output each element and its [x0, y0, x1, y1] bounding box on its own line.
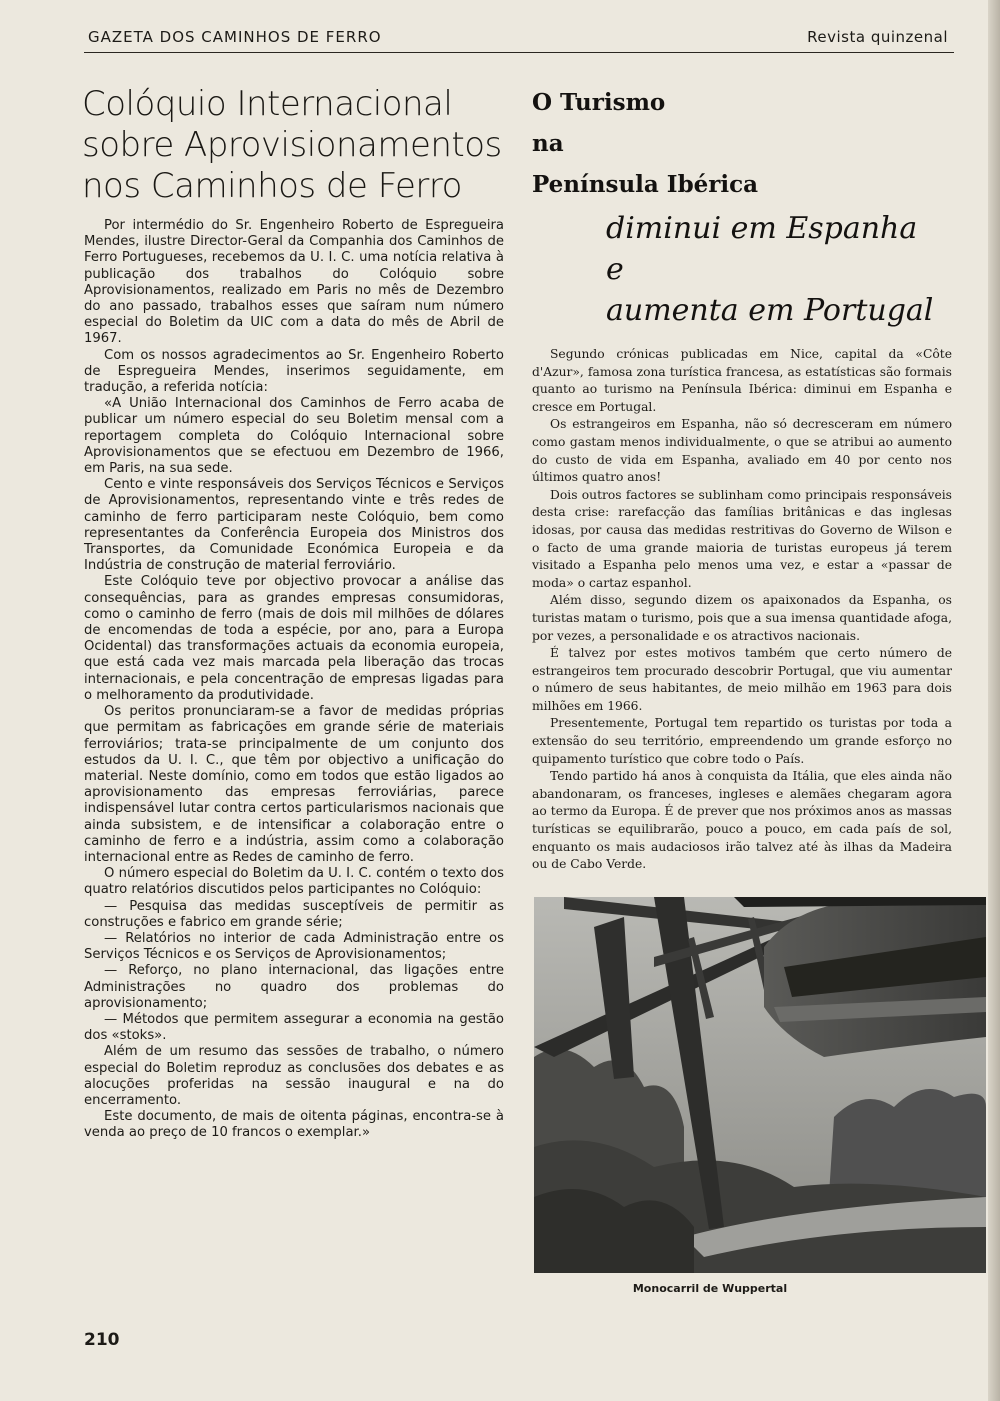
header-rule — [84, 52, 954, 53]
right-article-body — [532, 346, 952, 874]
paragraph: Segundo crónicas publicadas em Nice, capital da «Côte d'Azur», famosa zona turística francesa, as estatísticas são formais quanto ao turismo na Península Ibérica: diminui em Espanha e cresce em Portugal. — [532, 347, 952, 414]
subtitle-line: diminui em Espanha — [606, 211, 918, 246]
paragraph: Tendo partido há anos à conquista da Itália, que eles ainda não abandonaram, os franceses, ingleses e alemães chegaram agora ao termo da Europa. É de prever que nos próximos anos as massas turísticas se equilibrarão, pouco a pouco, em cada país de sol, enquanto os mais audaciosos irão talvez até às ilhas da Madeira ou de Cabo Verde. — [532, 769, 952, 872]
subtitle-line: e — [606, 252, 624, 287]
right-title-line: O Turismo — [532, 89, 666, 116]
left-article-title — [82, 84, 502, 207]
left-title-line: Colóquio Internacional — [82, 84, 453, 124]
paragraph: Este Colóquio teve por objectivo provocar a análise das consequências, para as grandes empresas consumidoras, como o caminho de ferro (mais de dois mil milhões de dólares de encomendas de toda a espécie, por ano, para a Europa Ocidental) das transformações actuais da economia europeia, que está cada vez mais marcada pela liberação das trocas internacionais, e pela concentração de empresas ligadas para o melhoramento da produtividade. — [84, 574, 504, 703]
paragraph: Além de um resumo das sessões de trabalho, o número especial do Boletim reproduz as conclusões dos debates e as alocuções proferidas na sessão inaugural e na do encerramento. — [84, 1044, 504, 1108]
page-number: 210 — [84, 1330, 120, 1350]
publication-name: GAZETA DOS CAMINHOS DE FERRO — [88, 28, 382, 46]
paragraph: Dois outros factores se sublinham como principais responsáveis desta crise: rarefacção das famílias britânicas e das inglesas idosas, por causa das medidas restritivas do Governo de Wilson e o facto de uma grande maioria de turistas europeus já terem visitado a Espanha pelo menos uma vez, e estar a «passar de moda» o cartaz espanhol. — [532, 487, 952, 590]
paragraph: Presentemente, Portugal tem repartido os turistas por toda a extensão do seu território, empreendendo um grande esforço no quipamento turístico que cobre todo o País. — [532, 716, 952, 766]
report-list-item: — Reforço, no plano internacional, das ligações entre Administrações no quadro dos problemas do aprovisionamento; — [84, 963, 504, 1011]
subtitle-line: aumenta em Portugal — [606, 293, 934, 328]
report-list-item: — Pesquisa das medidas susceptíveis de permitir as construções e fabrico em grande série; — [84, 898, 504, 930]
paragraph: Por intermédio do Sr. Engenheiro Roberto de Espregueira Mendes, ilustre Director-Geral da Companhia dos Caminhos de Ferro Portugueses, recebemos da U. I. C. uma notícia relativa à publicação dos trabalhos do Colóquio sobre Aprovisionamentos, realizado em Paris no mês de Dezembro do ano passado, trabalhos esses que saíram num número especial do Boletim da UIC com a data do mês de Abril de 1967. — [84, 218, 504, 347]
paragraph: Cento e vinte responsáveis dos Serviços Técnicos e Serviços de Aprovisionamentos, representando vinte e três redes de caminho de ferro participaram neste Colóquio, bem como representantes da Conferência Europeia dos Ministros dos Transportes, da Comunidade Económica Europeia e da Indústria de construção de material ferroviário. — [84, 477, 504, 574]
left-title-line: sobre Aprovisionamentos — [82, 125, 502, 165]
page-edge-shadow — [988, 0, 1000, 1401]
paragraph: Os estrangeiros em Espanha, não só decresceram em número como gastam menos individualmente, o que se atribui ao aumento do custo de vida em Espanha, avaliado em 40 por cento nos últimos quatro anos! — [532, 417, 952, 485]
right-article-subtitle — [606, 208, 933, 331]
paragraph: É talvez por estes motivos também que certo número de estrangeiros tem procurado descobrir Portugal, que viu aumentar o número de seus habitantes, de meio milhão em 1963 para dois milhões em 1966. — [532, 646, 952, 713]
report-list-item: — Relatórios no interior de cada Administração entre os Serviços Técnicos e os Serviços de Aprovisionamentos; — [84, 930, 504, 963]
paragraph: Os peritos pronunciaram-se a favor de medidas próprias que permitam as fabricações em grande série de materiais ferroviários; trata-se principalmente de um conjunto dos estudos da U. I. C., que têm por objectivo a unificação do material. Neste domínio, como em todos que estão ligados ao aprovisionamento das empresas ferroviárias, parece indispensável lutar contra certos particularismos nacionais que ainda subsistem, e de intensificar a colaboração entre o caminho de ferro e a indústria, assim como a colaboração internacional entre as Redes de caminho de ferro. — [84, 704, 504, 865]
publication-frequency: Revista quinzenal — [807, 28, 948, 46]
report-list-item: — Métodos que permitem assegurar a economia na gestão dos «stoks». — [84, 1011, 504, 1044]
right-title-line: Península Ibérica — [532, 171, 759, 198]
monorail-photo — [534, 897, 986, 1273]
paragraph: O número especial do Boletim da U. I. C. contém o texto dos quatro relatórios discutidos pelos participantes no Colóquio: — [84, 866, 504, 898]
paragraph: Este documento, de mais de oitenta páginas, encontra-se à venda ao preço de 10 francos o exemplar.» — [84, 1109, 504, 1141]
left-title-line: nos Caminhos de Ferro — [82, 166, 462, 206]
left-article-body — [84, 218, 504, 1142]
paragraph: «A União Internacional dos Caminhos de Ferro acaba de publicar um número especial do seu Boletim mensal com a reportagem completa do Colóquio Internacional sobre Aprovisionamentos que se efectuou em Dezembro de 1966, em Paris, na sua sede. — [84, 396, 504, 477]
right-title-line: na — [532, 130, 564, 157]
paragraph: Além disso, segundo dizem os apaixonados da Espanha, os turistas matam o turismo, pois que a sua imensa quantidade afoga, por vezes, a personalidade e os atractivos nacionais. — [532, 593, 952, 643]
right-article-title — [532, 82, 758, 205]
paragraph: Com os nossos agradecimentos ao Sr. Engenheiro Roberto de Espregueira Mendes, inserimos seguidamente, em tradução, a referida notícia: — [84, 347, 504, 396]
photo-caption: Monocarril de Wuppertal — [632, 1282, 788, 1295]
